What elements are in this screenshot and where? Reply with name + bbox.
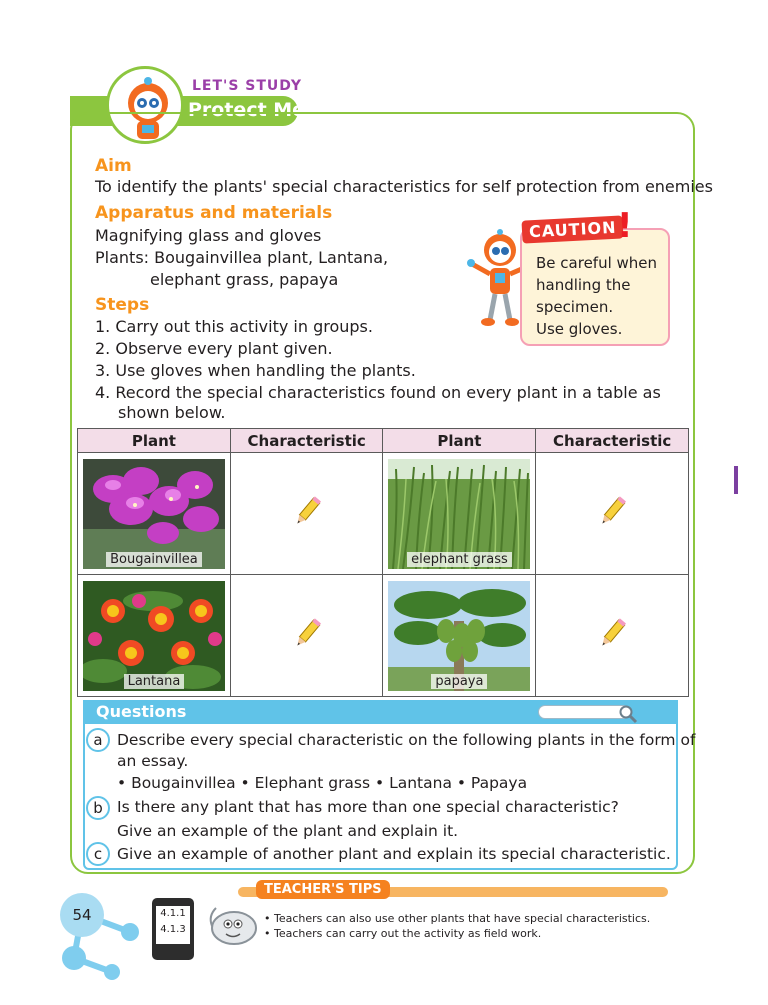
tip-item: • Teachers can also use other plants that have special characteristics.: [264, 912, 651, 925]
papaya-photo: [388, 581, 530, 691]
questions-title: Questions: [96, 702, 187, 721]
characteristic-cell[interactable]: [230, 575, 383, 697]
question-a-plant-list: • Bougainvillea • Elephant grass • Lantana • Papaya: [117, 774, 528, 792]
step-4-continued: shown below.: [118, 403, 226, 422]
step-1: 1. Carry out this activity in groups.: [95, 317, 373, 336]
search-bar-decoration: [538, 705, 630, 719]
pencil-icon: [292, 495, 322, 529]
bougainvillea-photo: [83, 459, 225, 569]
caution-line: Use gloves.: [536, 320, 623, 338]
question-a-badge: a: [86, 728, 110, 752]
question-c-text: Give an example of another plant and explain its special characteristic.: [117, 845, 671, 863]
apparatus-heading: Apparatus and materials: [95, 203, 333, 223]
steps-heading: Steps: [95, 295, 150, 315]
table-row: [78, 575, 689, 697]
standard-code: 4.1.3: [160, 924, 186, 935]
question-b-badge: b: [86, 796, 110, 820]
aim-heading: Aim: [95, 156, 132, 176]
plant-cell: [78, 575, 231, 697]
plant-name: Bougainvillea: [106, 552, 202, 567]
table-header: Characteristic: [536, 429, 689, 453]
apparatus-line-1: Magnifying glass and gloves: [95, 226, 322, 245]
aim-text: To identify the plants' special characteristics for self protection from enemies: [95, 177, 713, 196]
page-title: Protect Me: [188, 99, 306, 121]
characteristic-cell[interactable]: [536, 453, 689, 575]
table-header: Plant: [78, 429, 231, 453]
exclamation-icon: !: [617, 206, 633, 246]
caution-line: Be careful when: [536, 254, 658, 272]
standard-code: 4.1.1: [160, 908, 186, 919]
section-kicker: LET'S STUDY: [192, 78, 303, 94]
caution-line: handling the: [536, 276, 631, 294]
question-c-badge: c: [86, 842, 110, 866]
lantana-photo: [83, 581, 225, 691]
tips-label: TEACHER'S TIPS: [256, 880, 390, 899]
plant-name: papaya: [431, 674, 487, 689]
plant-table: [77, 428, 689, 697]
table-header: Plant: [383, 429, 536, 453]
characteristic-cell[interactable]: [230, 453, 383, 575]
plant-cell: [383, 575, 536, 697]
caution-line: specimen.: [536, 298, 614, 316]
plant-cell: [78, 453, 231, 575]
tip-item: • Teachers can carry out the activity as field work.: [264, 927, 542, 940]
question-b-text-continued: Give an example of the plant and explain it.: [117, 822, 459, 840]
magnifier-icon: [618, 704, 638, 724]
caution-label: CAUTION: [521, 215, 624, 243]
apparatus-line-2: Plants: Bougainvillea plant, Lantana,: [95, 248, 389, 267]
caution-text: [536, 252, 657, 340]
page-edge-marker: [734, 466, 738, 494]
tips-text: [264, 911, 650, 941]
tablet-icon: [152, 898, 194, 960]
standards-list: [156, 906, 190, 944]
characteristic-cell[interactable]: [536, 575, 689, 697]
pencil-icon: [292, 617, 322, 651]
step-3: 3. Use gloves when handling the plants.: [95, 361, 416, 380]
page-number: 54: [60, 893, 104, 937]
apparatus-line-3: elephant grass, papaya: [150, 270, 339, 289]
step-2: 2. Observe every plant given.: [95, 339, 333, 358]
mouse-mascot-icon: [206, 898, 260, 950]
question-a-text-continued: an essay.: [117, 752, 189, 770]
plant-name: elephant grass: [407, 552, 512, 567]
pencil-icon: [597, 495, 627, 529]
table-row: [78, 453, 689, 575]
table-header: Characteristic: [230, 429, 383, 453]
elephant-grass-photo: [388, 459, 530, 569]
question-b-text: Is there any plant that has more than one special characteristic?: [117, 798, 619, 816]
step-4: 4. Record the special characteristics found on every plant in a table as: [95, 383, 661, 402]
question-a-text: Describe every special characteristic on the following plants in the form of: [117, 731, 696, 749]
pencil-icon: [597, 617, 627, 651]
plant-name: Lantana: [124, 674, 185, 689]
plant-cell: [383, 453, 536, 575]
